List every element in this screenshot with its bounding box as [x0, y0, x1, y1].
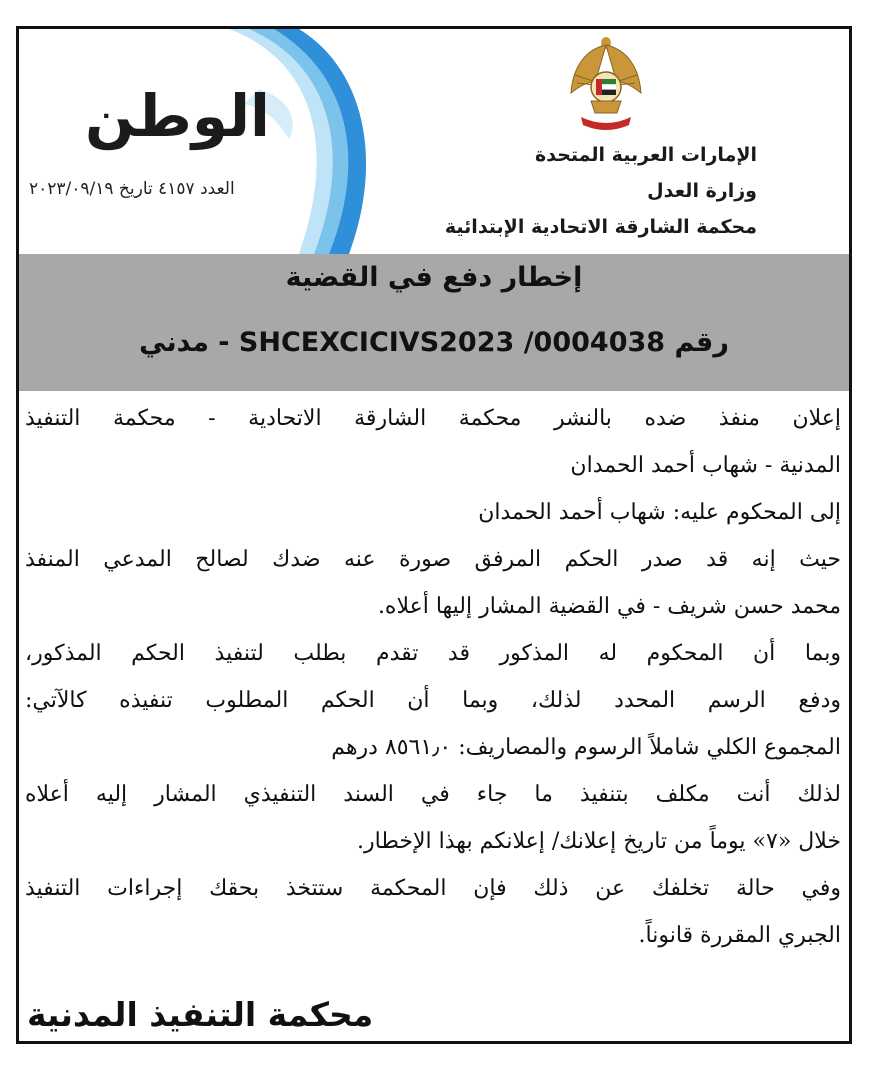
- body-line: وفي حالة تخلفك عن ذلك فإن المحكمة ستتخذ بحقك إجراءات التنفيذ: [25, 876, 841, 901]
- ministry-name: وزارة العدل: [647, 180, 757, 202]
- notice-title: إخطار دفع في القضية: [285, 262, 583, 293]
- notice-body: [25, 395, 841, 959]
- uae-emblem-icon: [567, 35, 645, 135]
- body-line: المدنية - شهاب أحمد الحمدان: [570, 453, 841, 478]
- government-header: [445, 137, 757, 245]
- body-line: إلى المحكوم عليه: شهاب أحمد الحمدان: [478, 500, 841, 525]
- body-line: خلال «٧» يوماً من تاريخ إعلانك/ إعلانكم بهذا الإخطار.: [357, 829, 841, 854]
- body-line: المجموع الكلي شاملاً الرسوم والمصاريف: ٨٥٦١٫٠ درهم: [331, 735, 841, 760]
- signature: محكمة التنفيذ المدنية: [27, 995, 374, 1034]
- body-line: وبما أن المحكوم له المذكور قد تقدم بطلب لتنفيذ الحكم المذكور،: [25, 641, 841, 666]
- country-name: الإمارات العربية المتحدة: [535, 144, 757, 166]
- body-line: حيث إنه قد صدر الحكم المرفق صورة عنه ضدك لصالح المدعي المنفذ: [25, 547, 841, 572]
- notice-frame: [16, 26, 852, 1044]
- court-name: محكمة الشارقة الاتحادية الإبتدائية: [444, 216, 757, 238]
- body-line: الجبري المقررة قانوناً.: [638, 923, 841, 948]
- body-line: لذلك أنت مكلف بتنفيذ ما جاء في السند التنفيذي المشار إليه أعلاه: [25, 782, 841, 807]
- case-number: رقم SHCEXCICIVS2023 /0004038 - مدني: [139, 327, 729, 358]
- body-line: ودفع الرسم المحدد لذلك، وبما أن الحكم المطلوب تنفيذه كالآتي:: [25, 688, 841, 713]
- newspaper-logo: الوطن: [85, 82, 270, 150]
- issue-number-date: العدد ٤١٥٧ تاريخ ٢٠٢٣/٠٩/١٩: [29, 179, 235, 199]
- body-line: محمد حسن شريف - في القضية المشار إليها أعلاه.: [377, 594, 841, 619]
- body-line: إعلان منفذ ضده بالنشر محكمة الشارقة الاتحادية - محكمة التنفيذ: [25, 406, 841, 431]
